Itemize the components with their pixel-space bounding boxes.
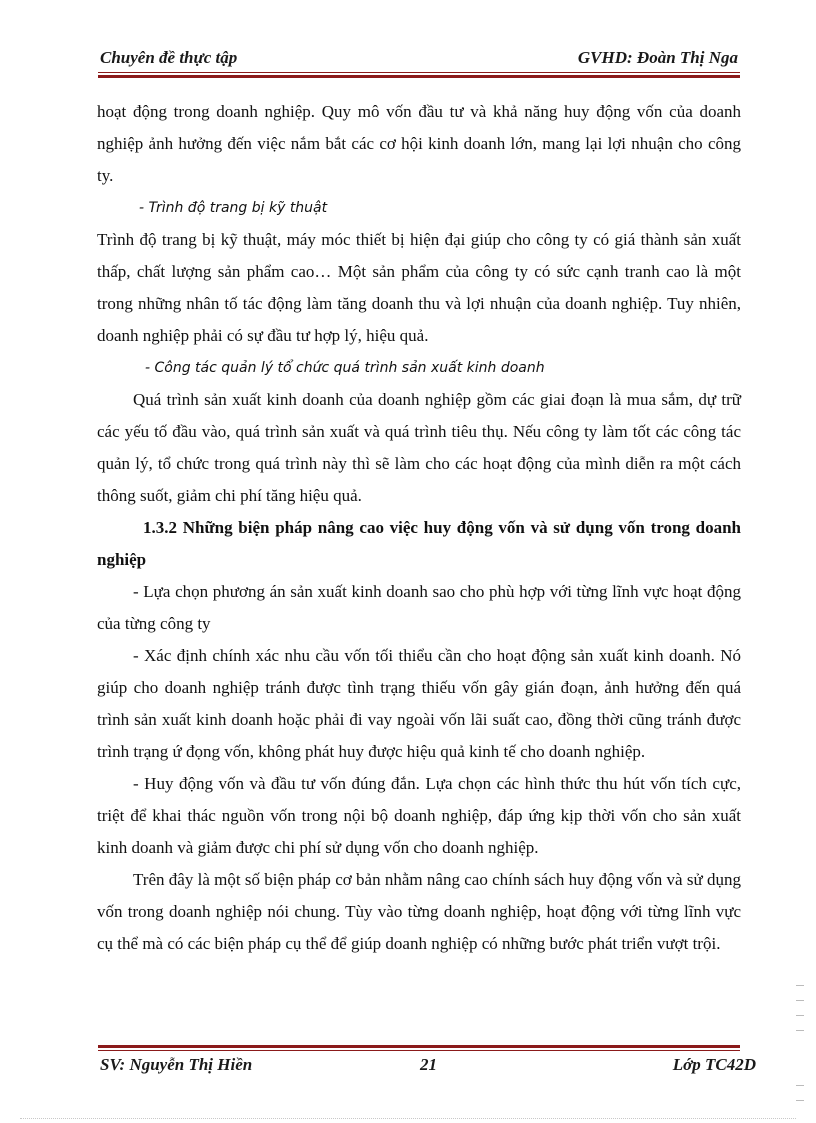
footer-class: Lớp TC42D [672, 1055, 756, 1074]
footer-rule-thin [98, 1050, 740, 1051]
paragraph-3: Quá trình sản xuất kinh doanh của doanh nghiệp gồm các giai đoạn là mua sắm, dự trữ các yếu tố đầu vào, quá trình sản xuất và quá trình tiêu thụ. Nếu công ty làm tốt các công tác quản lý, tổ chức trong quá trình này thì sẽ làm cho các hoạt động của mình diễn ra một cách thông suốt, giảm chi phí tăng hiệu quả. [97, 390, 741, 505]
margin-tick [796, 1100, 804, 1101]
paragraph-2: Trình độ trang bị kỹ thuật, máy móc thiết bị hiện đại giúp cho công ty có giá thành sản xuất thấp, chất lượng sản phẩm cao… Một sản phẩm của công ty có sức cạnh tranh cao là một trong những nhân tố tác động làm tăng doanh thu và lợi nhuận của doanh nghiệp. Tuy nhiên, doanh nghiệp phải có sự đầu tư hợp lý, hiệu quả. [97, 230, 741, 345]
page-number: 21 [420, 1055, 437, 1074]
footer-rule-thick [98, 1045, 740, 1048]
page-body [97, 96, 741, 960]
margin-tick [796, 985, 804, 986]
header-rule-thin [98, 72, 740, 73]
paragraph-1: hoạt động trong doanh nghiệp. Quy mô vốn đầu tư và khả năng huy động vốn của doanh nghiệp ảnh hưởng đến việc nắm bắt các cơ hội kinh doanh lớn, mang lại lợi nhuận cho công ty. [97, 102, 741, 185]
bullet-1: - Lựa chọn phương án sản xuất kinh doanh sao cho phù hợp với từng lĩnh vực hoạt động của từng công ty [97, 582, 741, 633]
subheading-management: - Công tác quản lý tổ chức quá trình sản xuất kinh doanh [145, 360, 545, 376]
bullet-3: - Huy động vốn và đầu tư vốn đúng đắn. Lựa chọn các hình thức thu hút vốn tích cực, triệt để khai thác nguồn vốn trong nội bộ doanh nghiệp, đáp ứng kịp thời vốn cho sản xuất kinh doanh và giảm được chi phí sử dụng vốn cho doanh nghiệp. [97, 774, 741, 857]
margin-tick [796, 1000, 804, 1001]
margin-tick [796, 1085, 804, 1086]
header-rule-thick [98, 75, 740, 78]
header-right: GVHD: Đoàn Thị Nga [577, 48, 738, 67]
margin-tick [796, 1015, 804, 1016]
footer-student: SV: Nguyễn Thị Hiền [100, 1055, 253, 1074]
section-heading: 1.3.2 Những biện pháp nâng cao việc huy động vốn và sử dụng vốn trong doanh nghiệp [97, 518, 741, 569]
bullet-2: - Xác định chính xác nhu cầu vốn tối thiểu cần cho hoạt động sản xuất kinh doanh. Nó giúp cho doanh nghiệp tránh được tình trạng thiếu vốn gây gián đoạn, ảnh hưởng đến quá trình sản xuất kinh doanh hoặc phải đi vay ngoài vốn lãi suất cao, đồng thời cũng tránh được trình trạng ứ đọng vốn, không phát huy được hiệu quả kinh tế cho doanh nghiệp. [97, 646, 741, 761]
paragraph-4: Trên đây là một số biện pháp cơ bản nhằm nâng cao chính sách huy động vốn và sử dụng vốn trong doanh nghiệp nói chung. Tùy vào từng doanh nghiệp, hoạt động với từng lĩnh vực cụ thể mà có các biện pháp cụ thể để giúp doanh nghiệp có những bước phát triển vượt trội. [97, 870, 741, 953]
page-bottom-dotted-line [20, 1118, 796, 1119]
header-left: Chuyên đề thực tập [100, 48, 238, 67]
subheading-technology: - Trình độ trang bị kỹ thuật [139, 200, 328, 216]
margin-tick [796, 1030, 804, 1031]
